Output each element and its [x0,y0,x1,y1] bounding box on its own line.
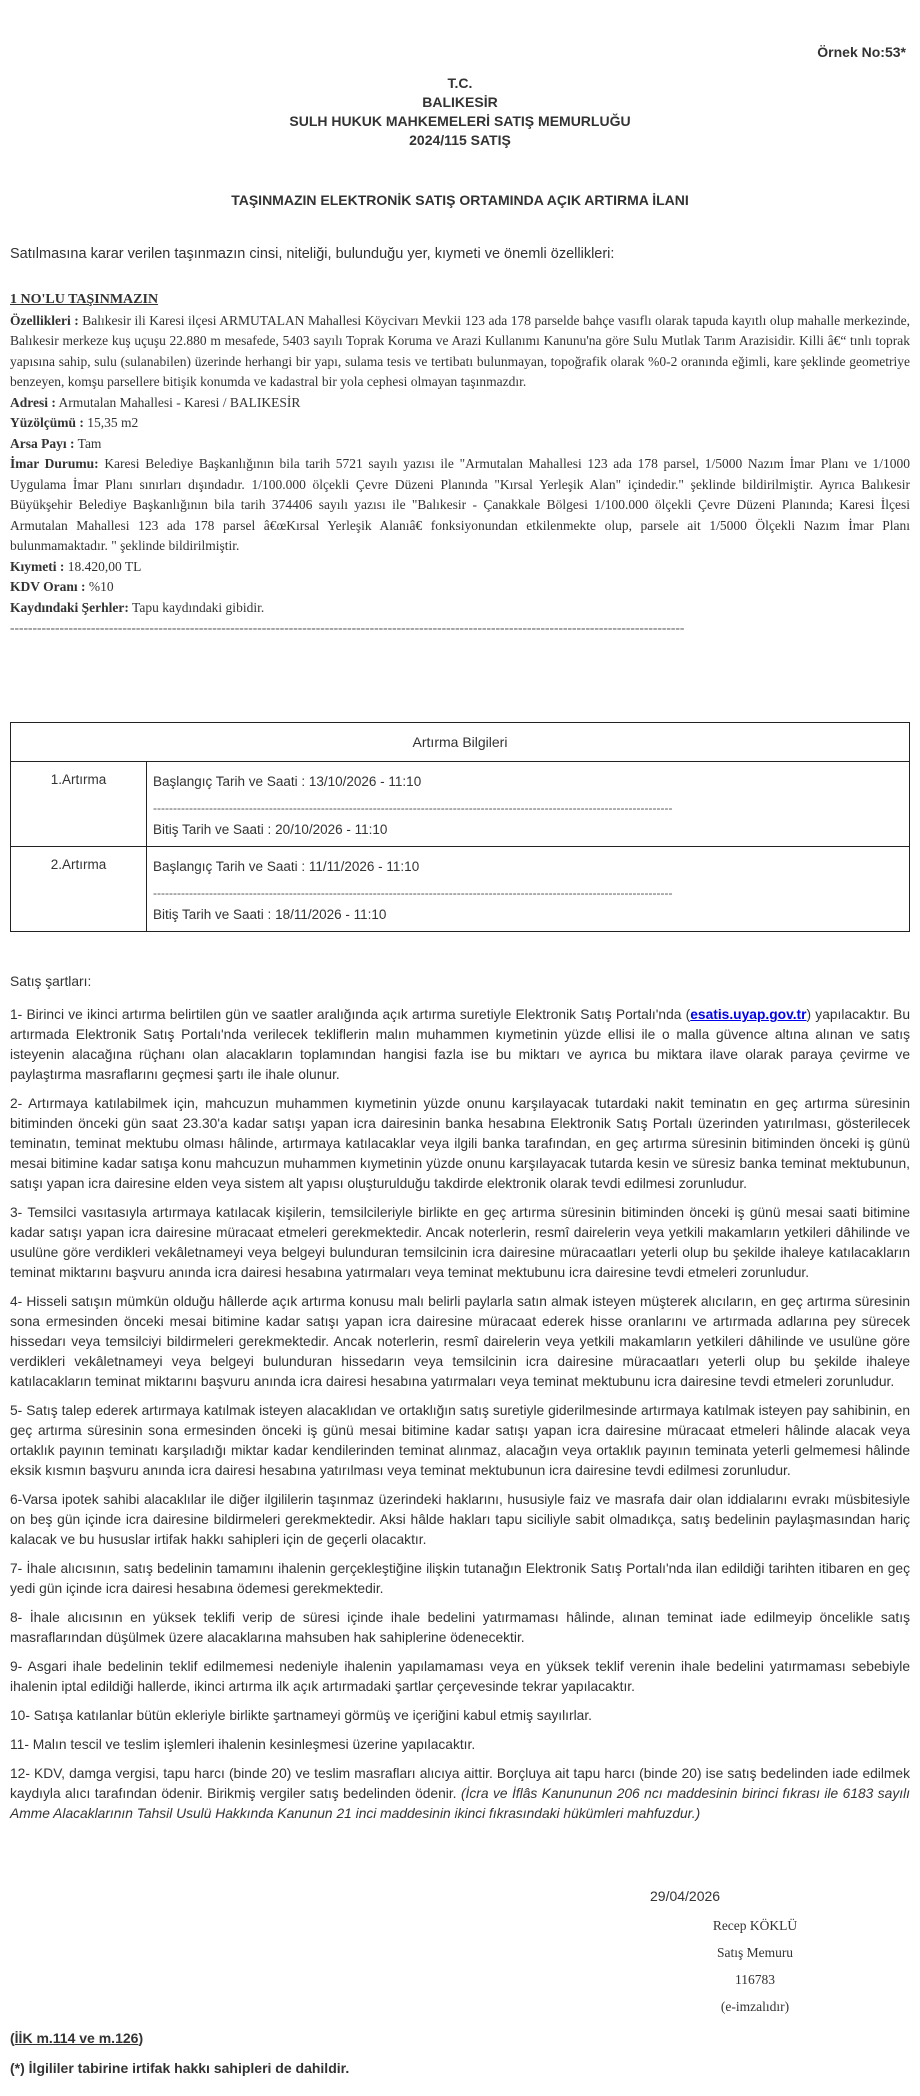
end-label: Bitiş Tarih ve Saati : [153,822,272,837]
zoning-value: Karesi Belediye Başkanlığının bila tarih 5721 sayılı yazısı ile "Armutalan Mahallesi 123 ada 178 parsel, 1/5000 Nazım İmar Planı ve 1/1000 Uygulama İmar Planı sınırları dışındadır. 1/100.000 ölçekli Çevre Düzeni Planında "Kırsal Yerleşik Alan" içindedir." şeklinde bildirilmiştir. Ayrıca Balıkesir Büyükşehir Belediye Başkanlığının bila tarih 374406 sayılı yazısı ile "Balıkesir - Çanakkale Bölgesi 1/100.000 ölçekli Çevre Düzeni Planında; Karesi İlçesi Armutalan Mahallesi 123 ada 178 parsel â€œKırsal Yerleşik Alanıâ€ fonksiyonundan etkilenmekte olup, parsele ait 1/5000 Ölçekli Nazım İmar Planı bulunmamaktadır. " şeklinde bildirilmiştir. [10,456,910,553]
features-label: Özellikleri : [10,312,79,328]
section-divider: ------------------------------------------------------------------------------------------------------------------------------------------------------ [10,620,685,635]
law-reference-text: İİK m.114 ve m.126 [14,2030,139,2046]
address-label: Adresi : [10,394,56,410]
auction-table-title: Artırma Bilgileri [11,723,910,762]
auction-info-table [10,722,910,932]
condition-5: 5- Satış talep ederek artırmaya katılmak isteyen alacaklıdan ve ortaklığın satış suretiyle giderilmesinde artırmaya katılmak isteyen pay sahibinin, en geç artırma süresinin sona ermesinden önceki iş günü mesai bitimine kadar satışı yapan icra dairesine müracaat etmeleri hâlinde alacak veya ortaklık payının teminatı karşıladığı miktar kadar kendilerinden teminat alınmaz, alacağın veya ortaklık payının teminata yeterli gelmemesi hâlinde eksik kısmın başvuru anında icra dairesi hesabına yatırılması veya teminat mektubunun icra dairesine tevdi edilmesi zorunludur. [10,1403,910,1478]
annotations-label: Kaydındaki Şerhler: [10,599,129,615]
auction-info-1 [147,762,910,847]
auction-separator: ---------------------------------------------------------------------------------------------------------------------------------- [153,801,673,815]
ornek-no: Örnek No:53* [817,44,906,60]
condition-2: 2- Artırmaya katılabilmek için, mahcuzun muhammen kıymetinin yüzde onunu karşılayacak tutardaki nakit teminatın en geç artırma süresinin bitiminden önceki gün saat 23.30'a kadar satışı yapan icra dairesinin banka hesabına Elektronik Satış Portalı üzerinden yatırılması, gösterilecek teminatın, teminat mektubu olması hâlinde, artırmaya katılacaklar veya ilgili banka tarafından, en geç artırma süresinin bitiminden önceki iş günü mesai bitimine kadar satışa konu mahcuzun muhammen kıymetinin yüzde onunu karşılayacak tutarda kesin ve süresiz banka teminat mektubunun, satışı yapan icra dairesine elden veya sistem alt yapısı oluşturulduğu takdirde elektronik olarak tevdi edilmesi zorunludur. [10,1096,910,1191]
condition-12-note: (İcra ve İflâs Kanununun 206 ncı maddesinin birinci fıkrası ile 6183 sayılı Amme Alacaklarının Tahsil Usulü Hakkında Kanunun 21 inci maddesinin ikinci fıkrasındaki hükümleri mahfuzdur.) [10,1786,910,1821]
property-heading: 1 NO'LU TAŞINMAZIN [10,292,159,307]
condition-1 [10,1005,910,1085]
share-value: Tam [77,435,102,451]
footnote: (*) İlgililer tabirine irtifak hakkı sahipleri de dahildir. [10,2060,350,2076]
property-value [10,557,910,578]
esatis-link[interactable]: esatis.uyap.gov.tr [690,1007,807,1022]
property-annotations [10,598,910,619]
condition-3: 3- Temsilci vasıtasıyla artırmaya katılacak kişilerin, temsilcileriyle birlikte en geç artırma süresinin bitiminden önceki iş günü mesai saati bitimine kadar satışı yapan icra dairesine müracaat etmeleri gerekmektedir. Ancak noterlerin, resmî dairelerin veya yetkili makamların yetkileri dâhilinde ve usulüne göre verdikleri vekâletnameyi veya belgeyi bulunduran temsilcinin icra dairesine müracaatları yeterli olup bu şekilde ihaleye katılacakların teminat miktarını başvuru anında icra dairesi hesabına yatırmaları veya teminat mektubunu icra dairesine tevdi etmeleri zorunludur. [10,1205,910,1280]
area-label: Yüzölçümü : [10,415,84,430]
start-label: Başlangıç Tarih ve Saati : [153,774,306,789]
value-amount: 18.420,00 TL [67,558,142,574]
auction-start-1 [153,772,903,792]
address-value: Armutalan Mahallesi - Karesi / BALIKESİR [58,394,301,410]
auction-start-2 [153,857,903,877]
auction-end-1 [153,820,903,840]
header-tc: T.C. [447,75,473,91]
area-value: 15,35 m2 [87,415,139,430]
header-city: BALIKESİR [422,94,498,110]
condition-6: 6-Varsa ipotek sahibi alacaklılar ile diğer ilgililerin taşınmaz üzerindeki haklarını, hususiyle faiz ve masrafa dair olan iddialarını evrakı müsbitesiyle on beş gün içinde icra dairesine bildirmeleri gerekmektedir. Aksi hâlde hakları tapu siciliyle sabit olmadıkça, satış bedelinin paylaşmasından hariç kalacak ve bu hususlar irtifak hakkı sahipleri için de geçerli olacaktır. [10,1492,910,1547]
intro-text: Satılmasına karar verilen taşınmazın cinsi, niteliği, bulunduğu yer, kıymeti ve önemli özellikleri: [10,246,615,262]
condition-1-text: 1- Birinci ve ikinci artırma belirtilen gün ve saatler aralığında açık artırma suretiyle Elektronik Satış Portalı'nda ( [10,1007,691,1022]
auction-end-2 [153,905,903,925]
signer-title: Satış Memuru [716,1945,794,1960]
start-value: 13/10/2026 - 11:10 [308,774,422,789]
condition-10: 10- Satışa katılanlar bütün ekleriyle birlikte şartnameyi görmüş ve içeriğini kabul etmiş sayılırlar. [10,1708,593,1723]
signature-block [695,1912,815,2020]
condition-4: 4- Hisseli satışın mümkün olduğu hâllerde açık artırma konusu malı belirli paylarla satın almak isteyen müşterek alıcıların, en geç artırma süresinin sona ermesinden önceki mesai bitimine kadar satışı yapan icra dairesine müracaat ederek hisse oranlarını ve artırmada adlarına pey sürecek hissedarı veya temsilciyi bildirmeleri gerekmektedir. Ancak noterlerin, resmî dairelerin veya yetkili makamların yetkileri dâhilinde ve usulüne göre verdikleri vekâletnameyi veya belgeyi bulunduran hissedarın veya temsilcinin icra dairesine müracaatları yeterli olup bu şekilde ihaleye katılacakların teminat miktarını başvuru anında icra dairesi hesabına yatırmaları veya teminat mektubunu icra dairesine tevdi etmeleri zorunludur. [10,1294,910,1389]
conditions-title: Satış şartları: [10,974,92,989]
condition-1-text-end: ) yapılacaktır. Bu artırmada Elektronik Satış Portalı'nda verilecek tekliflerin malın muhammen kıymetinin yüzde ellisi ile o malla güvence altına alınan ve satış isteyenin alacağına rüçhanı olan alacakların toplamından hangisi fazla ise bu miktarı ve ayrıca bu miktara ilave olarak paraya çevirme ve paylaştırma masraflarını geçmesi şartı ile ihale olunur. [10,1007,911,1082]
auction-info-2 [147,847,910,932]
property-share [10,434,910,455]
condition-7: 7- İhale alıcısının, satış bedelinin tamamını ihalenin gerçekleştiğine ilişkin tutanağın Elektronik Satış Portalı'nda ilan edildiği tarihten itibaren en geç yedi gün içinde icra dairesi hesabına ödemesi gerekmektedir. [10,1561,910,1596]
condition-11: 11- Malın tescil ve teslim işlemleri ihalenin kesinleşmesi üzerine yapılacaktır. [10,1737,476,1752]
document-header [0,74,920,150]
start-label: Başlangıç Tarih ve Saati : [153,859,306,874]
end-label: Bitiş Tarih ve Saati : [153,907,272,922]
condition-9: 9- Asgari ihale bedelinin teklif edilmemesi nedeniyle ihalenin yapılamaması veya en yüksek teklif verenin ihale bedelini yatırmaması sebebiyle ihalenin iptal edildiği hallerde, ikinci artırma ilk açık artırmadaki şartlar çerçevesinde tekrar yapılacaktır. [10,1659,910,1694]
document-date: 29/04/2026 [650,1888,721,1904]
annotations-value: Tapu kaydındaki gibidir. [132,599,265,615]
law-reference: (İİK m.114 ve m.126) [10,2030,144,2046]
header-office: SULH HUKUK MAHKEMELERİ SATIŞ MEMURLUĞU [289,113,631,129]
value-label: Kıymeti : [10,558,65,574]
end-value: 20/10/2026 - 11:10 [275,822,388,837]
vat-value: %10 [88,579,114,594]
property-section [10,290,910,639]
condition-8: 8- İhale alıcısının en yüksek teklifi verip de süresi içinde ihale bedelini yatırmaması hâlinde, alınan teminat iade edilmeyip öncelikle satış masraflarından düşülmek üzere alacaklarına mahsuben hak sahiplerine ödenecektir. [10,1610,910,1645]
share-label: Arsa Payı : [10,435,75,451]
auction-row-1 [11,762,910,847]
property-address [10,393,910,414]
property-features [10,311,910,393]
vat-label: KDV Oranı : [10,579,86,594]
signer-number: 116783 [735,1972,775,1987]
condition-12 [10,1764,910,1824]
auction-label-2: 2.Artırma [11,847,147,932]
zoning-label: İmar Durumu: [10,456,99,471]
signer-name: Recep KÖKLÜ [712,1918,798,1933]
condition-12-text: 12- KDV, damga vergisi, tapu harcı (binde 20) ve teslim masrafları alıcıya aittir. Borçluya ait tapu harcı (binde 20) ise satış bedelinden iade edilmek kaydıyla alıcı tarafından ödenir. Birikmiş vergiler satış bedelinden ödenir. [10,1766,910,1801]
features-value: Balıkesir ili Karesi ilçesi ARMUTALAN Mahallesi Köycivarı Mevkii 123 ada 178 parselde bahçe vasıflı olarak tapuda kayıtlı olup mahalle merkezinde, Balıkesir merkeze kuş uçuşu 22.880 m mesafede, 5403 sayılı Toprak Koruma ve Arazi Kullanımı Kanunu'na göre Sulu Mutlak Tarım Arazisidir. Killi â€“ tınlı toprak yapısına sahip, sulu (sulanabilen) üzerinde herhangi bir yapı, sulama tesis ve tertibatı bulunmayan, topoğrafik olarak %0-2 oranında eğimli, kare şeklinde geometriye benzeyen, komşu parsellere bitişik konumda ve kadastral bir yola cephesi olmayan taşınmazdır. [10,312,911,389]
sale-conditions [10,972,910,1833]
auction-label-1: 1.Artırma [11,762,147,847]
property-area [10,413,910,434]
auction-table-header-row [11,723,910,762]
start-value: 11/11/2026 - 11:10 [308,859,420,874]
announcement-title: TAŞINMAZIN ELEKTRONİK SATIŞ ORTAMINDA AÇIK ARTIRMA İLANI [231,192,689,208]
property-vat [10,577,910,598]
end-value: 18/11/2026 - 11:10 [275,907,387,922]
header-file-no: 2024/115 SATIŞ [409,132,511,148]
auction-separator: ---------------------------------------------------------------------------------------------------------------------------------- [153,886,673,900]
auction-row-2 [11,847,910,932]
signature-note: (e-imzalıdır) [720,1999,790,2014]
property-zoning [10,454,910,557]
